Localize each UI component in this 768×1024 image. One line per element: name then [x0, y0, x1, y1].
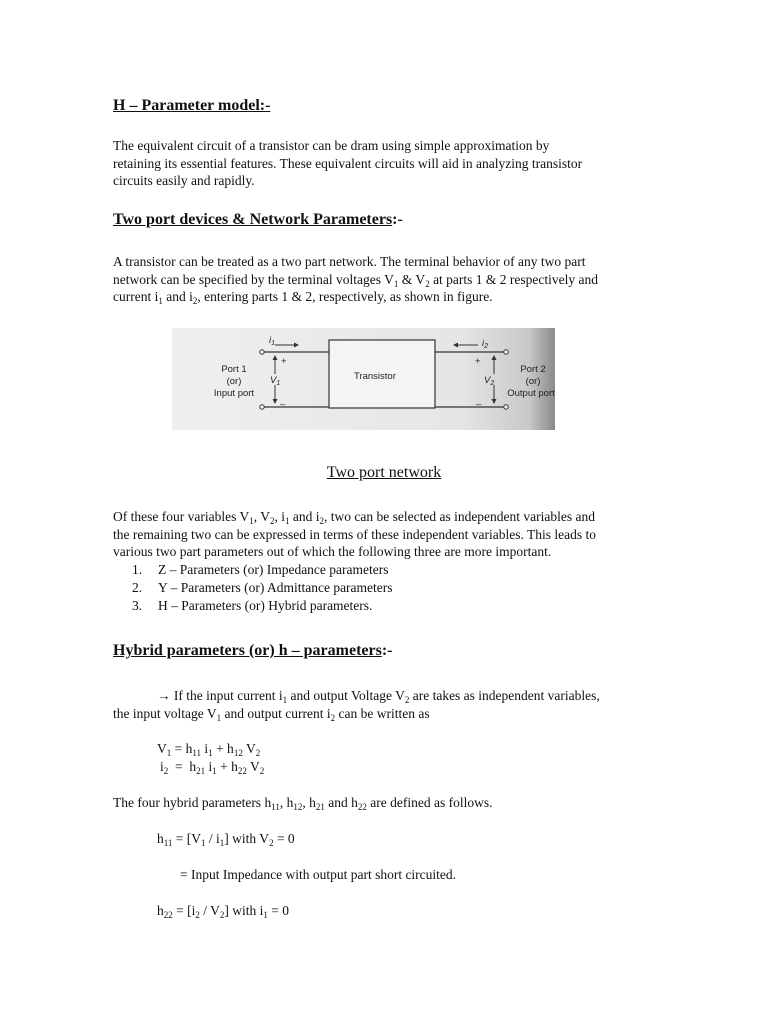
text-run: and output Voltage V — [287, 688, 405, 703]
text-run: = h — [171, 741, 193, 756]
text-run: ] with V — [224, 831, 270, 846]
subscript: 2 — [330, 713, 336, 723]
two-port-network-figure — [172, 328, 555, 430]
list-item — [132, 561, 389, 579]
intro-line: retaining its essential features. These equivalent circuits will aid in analyzing transistor — [113, 155, 583, 171]
equation-h11 — [157, 830, 295, 848]
text-run: / V — [199, 903, 220, 918]
subscript: 1 — [249, 516, 254, 526]
text-run: V — [242, 741, 256, 756]
hybrid-intro-line2 — [113, 705, 658, 723]
subscript: 1 — [219, 838, 225, 848]
section-title-suffix: :- — [392, 211, 403, 228]
subscript: 1 — [201, 838, 206, 848]
text-run: i — [160, 759, 164, 774]
v1-label: $V_1$ — [270, 375, 281, 387]
intro-paragraph — [113, 137, 658, 190]
h11-description: = Input Impedance with output part short circuited. — [180, 867, 457, 882]
port1-label-line3: Input port — [213, 388, 255, 399]
text-run: , i — [274, 509, 285, 524]
intro-line: circuits easily and rapidly. — [113, 173, 255, 188]
port2-label-line2: (or) — [525, 376, 541, 387]
two-port-paragraph — [113, 253, 658, 306]
v2-plus: + — [475, 356, 481, 367]
text-run: V — [157, 741, 167, 756]
subscript: 1 — [208, 748, 213, 758]
variables-line — [113, 508, 658, 526]
subscript: 1 — [282, 695, 288, 705]
subscript: 22 — [237, 766, 247, 776]
text-run: and h — [324, 795, 358, 810]
port2-label-line3: Output port — [507, 388, 555, 399]
list-number: 3. — [132, 598, 143, 613]
section-title-hybrid-text: Hybrid parameters (or) h – parameters — [113, 642, 382, 659]
text-run: ] with i — [224, 903, 264, 918]
hybrid-intro-line1 — [157, 687, 677, 705]
text-run: = h — [168, 759, 197, 774]
port1-label-line1: Port 1 — [221, 364, 247, 375]
subscript: 21 — [196, 766, 206, 776]
subscript: 11 — [163, 838, 173, 848]
port1-terminal-bottom — [260, 405, 264, 409]
figure-caption: Two port network — [326, 464, 442, 481]
port1-terminal-top — [260, 350, 264, 354]
two-port-line — [113, 288, 658, 306]
text-run: the input voltage V — [113, 706, 217, 721]
equation-i2 — [160, 758, 264, 776]
text-run: The four hybrid parameters h — [113, 795, 272, 810]
text-run: Of these four variables V — [113, 509, 250, 524]
v2-minus: – — [476, 399, 482, 410]
subscript: 12 — [293, 802, 303, 812]
subscript: 12 — [233, 748, 243, 758]
text-run: , h — [279, 795, 294, 810]
text-run: and output current i — [221, 706, 331, 721]
text-run: , h — [302, 795, 316, 810]
intro-line: The equivalent circuit of a transistor can be dram using simple approximation by — [113, 138, 550, 153]
subscript: 1 — [393, 278, 399, 289]
text-run: = 0 — [273, 831, 295, 846]
two-port-line — [113, 271, 658, 289]
text-run: i — [201, 741, 209, 756]
text-run: + h — [212, 741, 234, 756]
hybrid-definition-line — [113, 794, 658, 812]
subscript: 22 — [357, 802, 367, 812]
subscript: 2 — [425, 278, 430, 289]
two-port-diagram — [172, 328, 555, 430]
text-run: , V — [253, 509, 270, 524]
text-run: V — [246, 759, 260, 774]
subscript: 2 — [259, 766, 265, 776]
text-run: h — [157, 903, 164, 918]
port1-label-line2: (or) — [226, 376, 242, 387]
transistor-label: Transistor — [354, 371, 396, 382]
variables-line: various two part parameters out of which the following three are more important. — [113, 544, 552, 559]
subscript: 2 — [269, 516, 275, 526]
section-title-two-port-text: Two port devices & Network Parameters — [113, 211, 393, 228]
subscript: 2 — [195, 910, 200, 920]
subscript: 1 — [212, 766, 217, 776]
text-run: & V — [398, 271, 426, 287]
port2-terminal-bottom — [504, 405, 508, 409]
text-run: → If the input current i — [157, 688, 283, 703]
text-run: , two can be selected as independent variables and — [324, 509, 596, 524]
v1-minus: – — [280, 399, 286, 410]
port2-label-line1: Port 2 — [520, 364, 546, 375]
list-text: Z – Parameters (or) Impedance parameters — [158, 562, 389, 577]
list-item — [132, 597, 372, 615]
equation-v1 — [157, 740, 260, 758]
text-run: current i — [113, 289, 159, 304]
text-run: + h — [216, 759, 238, 774]
variables-line: the remaining two can be expressed in terms of these independent variables. This leads to — [113, 526, 596, 542]
subscript: 1 — [158, 296, 163, 306]
subscript: 11 — [271, 802, 280, 812]
subscript: 2 — [219, 910, 225, 920]
subscript: 21 — [315, 802, 325, 812]
section-title-suffix: :- — [381, 642, 393, 659]
subscript: 2 — [255, 748, 261, 758]
v2-label: $V_2$ — [484, 375, 495, 387]
list-text: Y – Parameters (or) Admittance parameters — [158, 580, 393, 595]
subscript: 1 — [285, 516, 290, 526]
subscript: 11 — [192, 748, 202, 758]
v1-plus: + — [281, 356, 287, 367]
subscript: 2 — [269, 838, 274, 848]
text-run: = [i — [172, 903, 196, 918]
list-text: H – Parameters (or) Hybrid parameters. — [158, 598, 373, 613]
section-title-h-parameter-model: H – Parameter model:- — [113, 97, 271, 114]
subscript: 1 — [263, 910, 268, 920]
text-run: / i — [205, 831, 220, 846]
text-run: h — [157, 831, 164, 846]
subscript: 2 — [192, 296, 198, 306]
subscript: 1 — [216, 713, 222, 723]
list-item — [132, 579, 393, 597]
equation-h22 — [157, 902, 289, 920]
subscript: 2 — [319, 516, 324, 526]
text-run: , entering parts 1 & 2, respectively, as shown in figure. — [197, 289, 493, 304]
subscript: 2 — [404, 695, 410, 705]
text-run: i — [205, 759, 213, 774]
subscript: 1 — [166, 748, 172, 758]
variables-paragraph — [113, 508, 658, 561]
text-run: can be written as — [335, 706, 430, 721]
list-number: 1. — [132, 562, 143, 577]
port2-terminal-top — [504, 350, 508, 354]
list-number: 2. — [132, 580, 143, 595]
two-port-line: A transistor can be treated as a two part network. The terminal behavior of any two part — [113, 254, 586, 269]
text-run: network can be specified by the terminal voltages V — [113, 271, 394, 287]
text-run: = 0 — [267, 903, 290, 918]
section-title-hybrid — [113, 641, 392, 661]
subscript: 2 — [163, 766, 169, 776]
text-run: are takes as independent variables, — [409, 688, 600, 703]
text-run: and i — [162, 289, 193, 304]
subscript: 22 — [163, 910, 173, 920]
section-title-two-port — [113, 210, 403, 230]
text-run: are defined as follows. — [366, 795, 493, 810]
i2-label: $i_2$ — [482, 338, 489, 350]
i1-label: $i_1$ — [269, 335, 276, 347]
text-run: = [V — [172, 831, 202, 846]
text-run: at parts 1 & 2 respectively and — [429, 271, 599, 287]
text-run: and i — [289, 509, 320, 524]
